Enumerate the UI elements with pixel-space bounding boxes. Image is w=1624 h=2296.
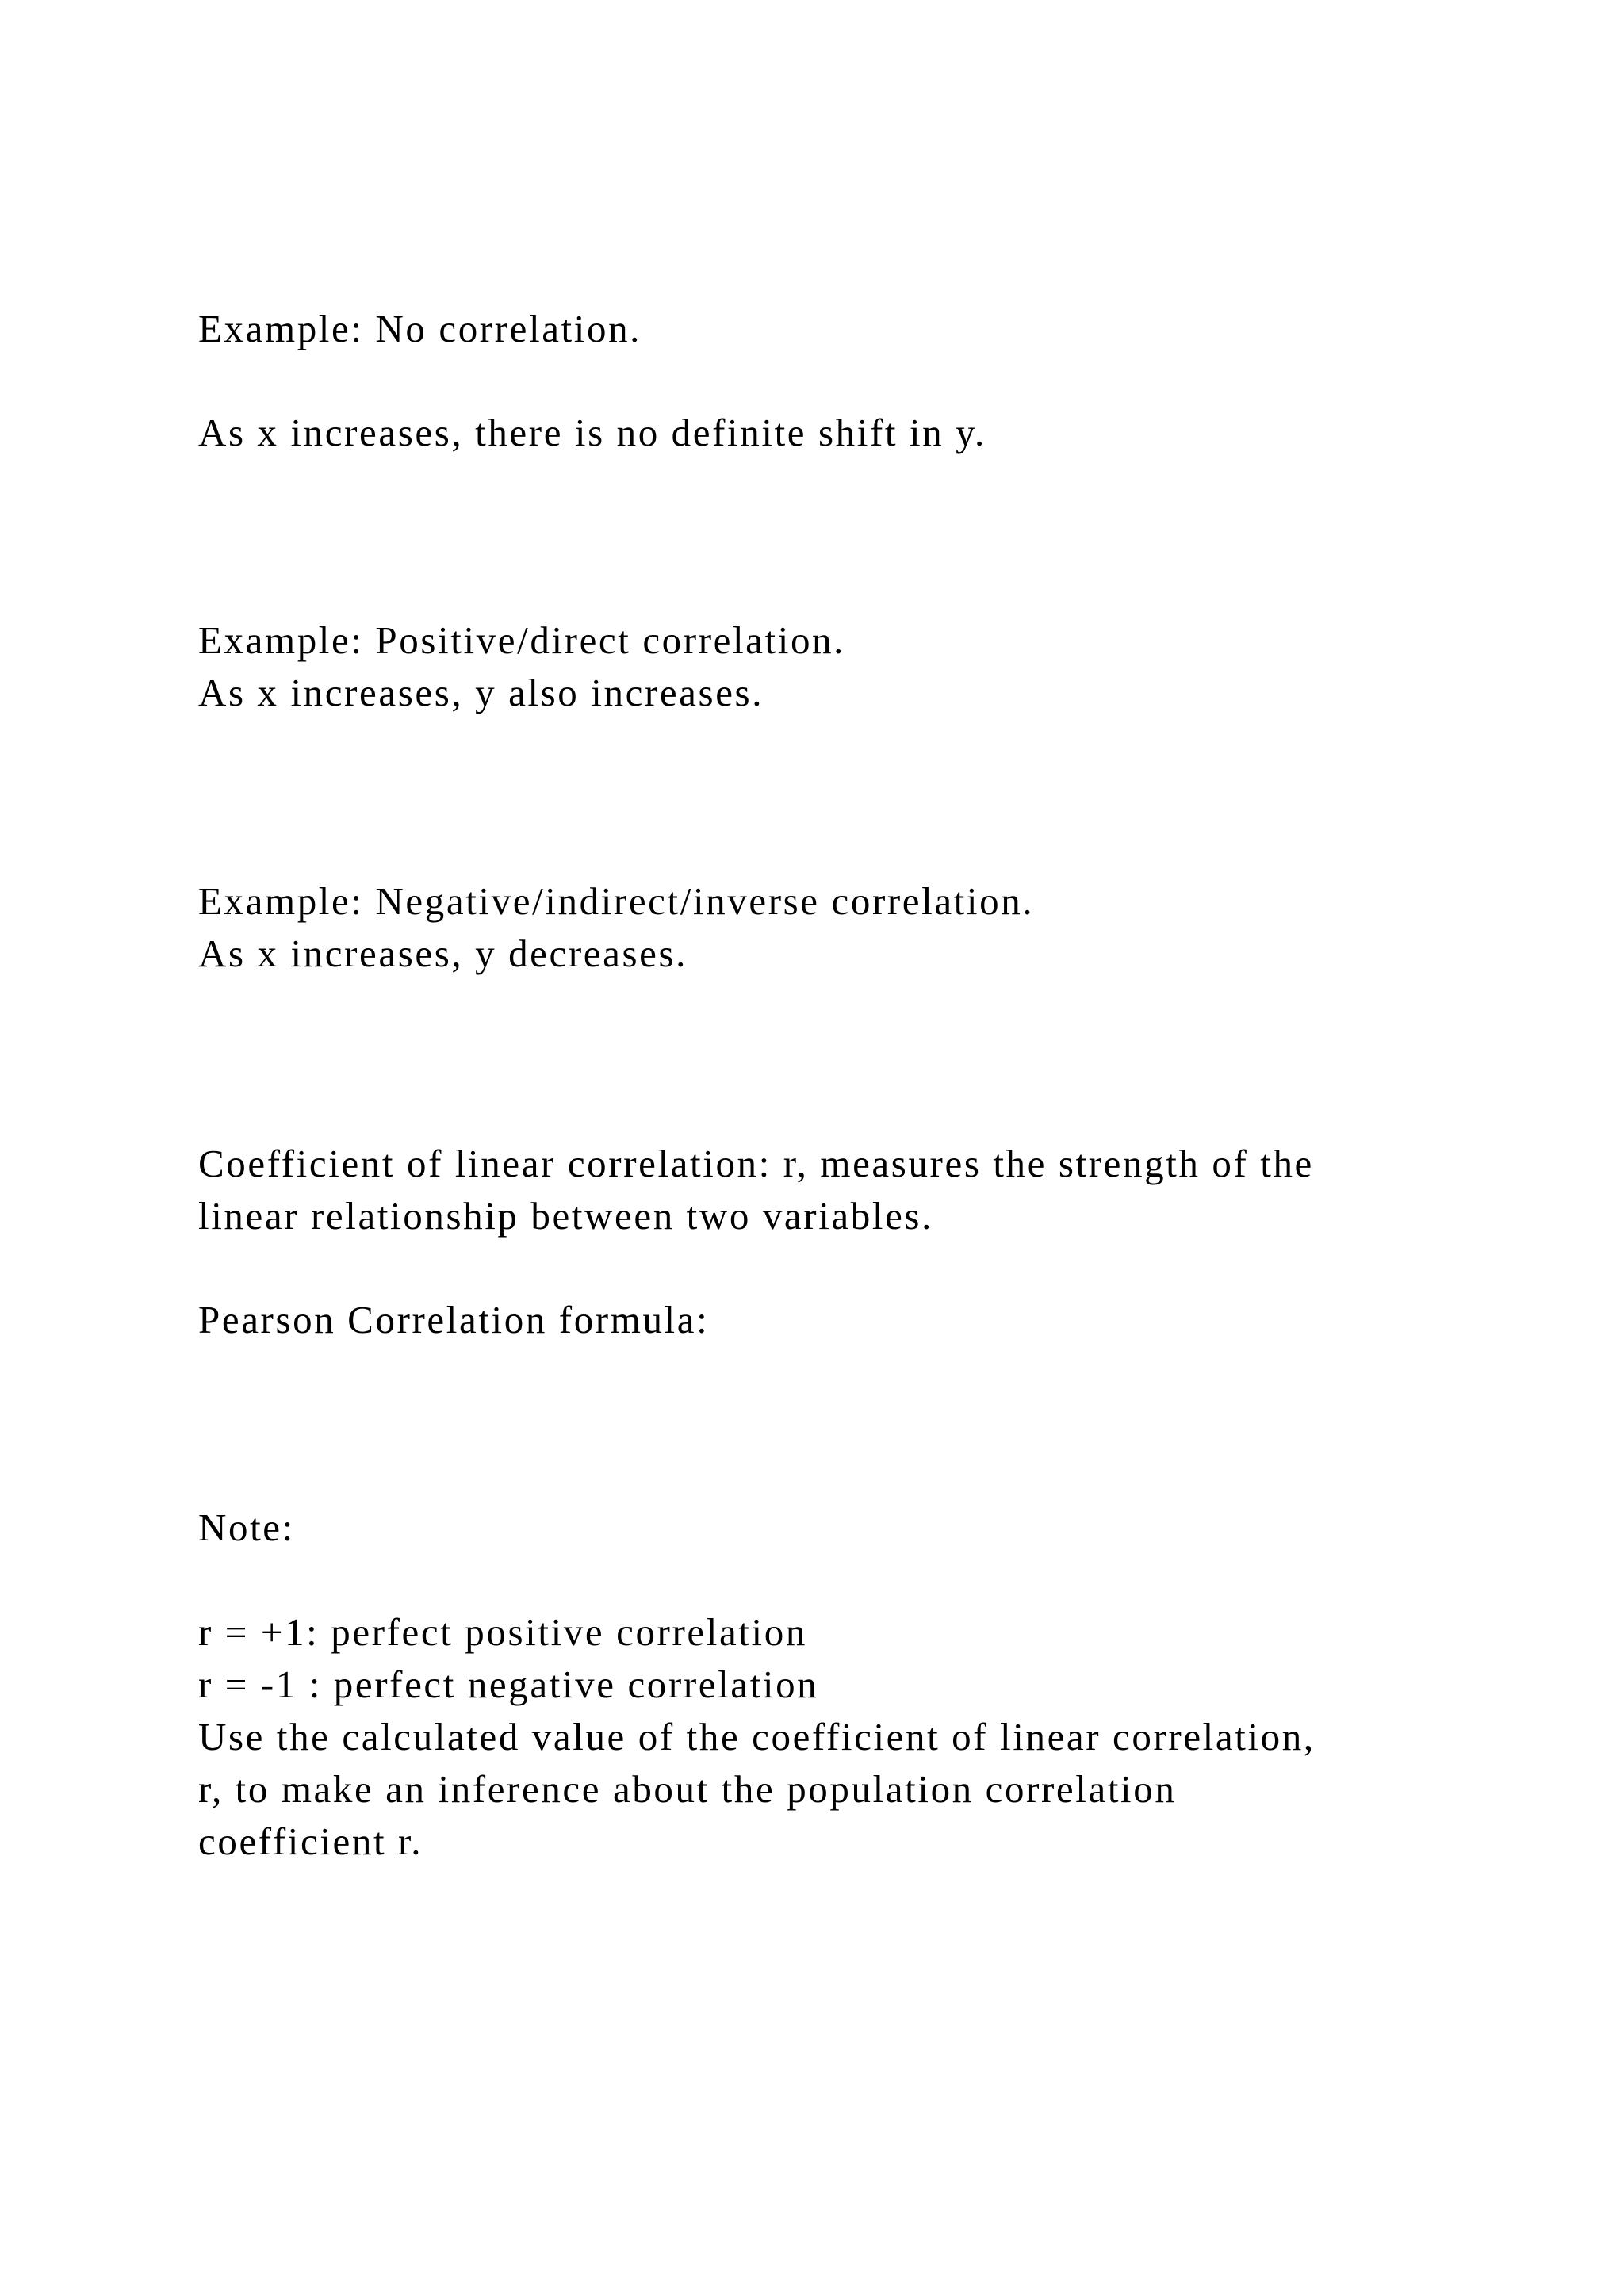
coefficient-text-line-1: Coefficient of linear correlation: r, measures the strength of the (198, 1142, 1314, 1185)
negative-correlation-heading: Example: Negative/indirect/inverse correlation. (198, 879, 1035, 923)
positive-correlation-description: As x increases, y also increases. (198, 671, 764, 714)
no-correlation-heading: Example: No correlation. (198, 307, 642, 350)
note-label: Note: (198, 1506, 295, 1549)
note-line-5: coefficient r. (198, 1820, 423, 1863)
coefficient-text-line-2: linear relationship between two variables. (198, 1194, 933, 1238)
note-line-2: r = -1 : perfect negative correlation (198, 1663, 819, 1706)
no-correlation-description: As x increases, there is no definite shift in y. (198, 411, 986, 454)
negative-correlation-description: As x increases, y decreases. (198, 932, 688, 975)
pearson-formula-label: Pearson Correlation formula: (198, 1298, 710, 1341)
note-line-1: r = +1: perfect positive correlation (198, 1610, 807, 1654)
note-line-3: Use the calculated value of the coefficient of linear correlation, (198, 1715, 1316, 1758)
note-line-4: r, to make an inference about the population correlation (198, 1767, 1177, 1811)
positive-correlation-heading: Example: Positive/direct correlation. (198, 618, 846, 662)
